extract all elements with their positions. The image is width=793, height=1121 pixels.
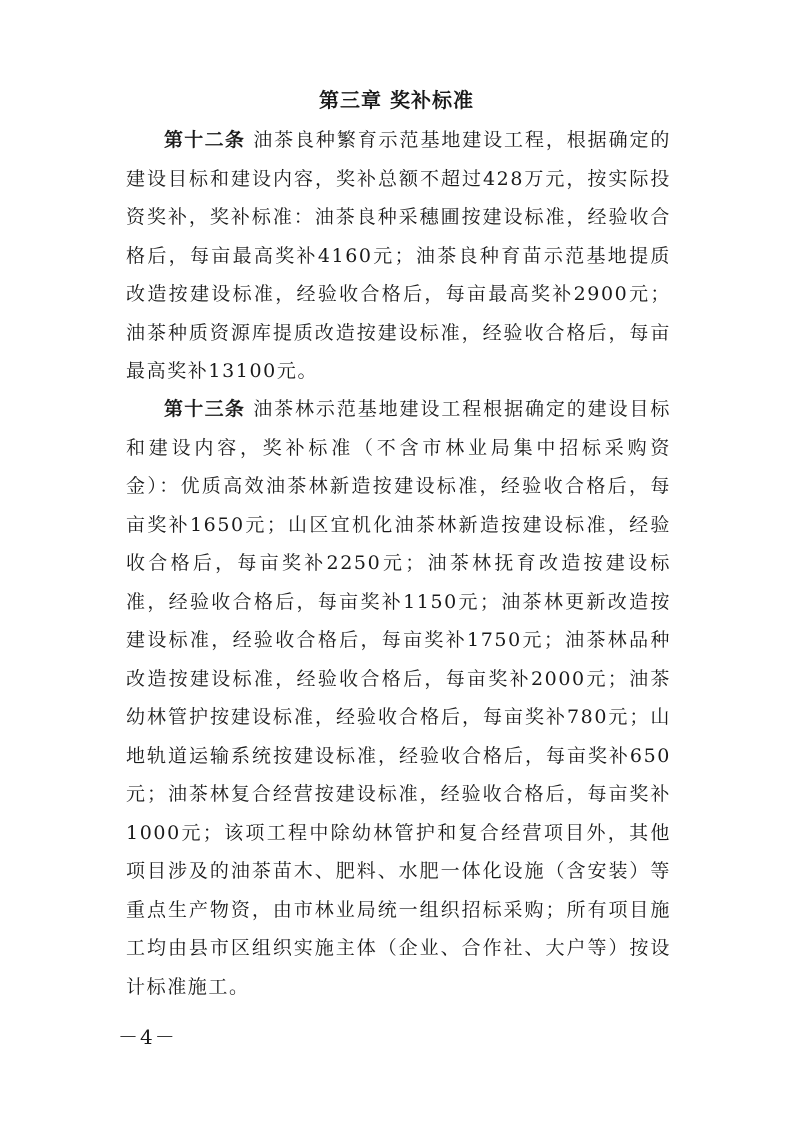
- article-13-head: 第十三条: [164, 398, 246, 420]
- article-13-body: 油茶林示范基地建设工程根据确定的建设目标和建设内容，奖补标准（不含市林业局集中招标采购资金）：优质高效油茶林新造按建设标准，经验收合格后，每亩奖补1650元；山区宜机化油茶林新造按建设标准，经验收合格后，每亩奖补2250元；油茶林抚育改造按建设标准，经验收合格后，每亩奖补1150元；油茶林更新改造按建设标准，经验收合格后，每亩奖补1750元；油茶林品种改造按建设标准，经验收合格后，每亩奖补2000元；油茶幼林管护按建设标准，经验收合格后，每亩奖补780元；山地轨道运输系统按建设标准，经验收合格后，每亩奖补650元；油茶林复合经营按建设标准，经验收合格后，每亩奖补1000元；该项工程中除幼林管护和复合经营项目外，其他项目涉及的油茶苗木、肥料、水肥一体化设施（含安装）等重点生产物资，由市林业局统一组织招标采购；所有项目施工均由县市区组织实施主体（企业、合作社、大户等）按设计标准施工。: [126, 398, 671, 998]
- page-number: －4－: [118, 1025, 177, 1049]
- article-12-head: 第十二条: [164, 129, 246, 151]
- article-13: [126, 390, 671, 1006]
- article-12: [126, 121, 671, 391]
- chapter-title: 第三章 奖补标准: [319, 88, 474, 112]
- article-12-body: 油茶良种繁育示范基地建设工程，根据确定的建设目标和建设内容，奖补总额不超过428万元，按实际投资奖补，奖补标准：油茶良种采穗圃按建设标准，经验收合格后，每亩最高奖补4160元；油茶良种育苗示范基地提质改造按建设标准，经验收合格后，每亩最高奖补2900元；油茶种质资源库提质改造按建设标准，经验收合格后，每亩最高奖补13100元。: [126, 129, 671, 382]
